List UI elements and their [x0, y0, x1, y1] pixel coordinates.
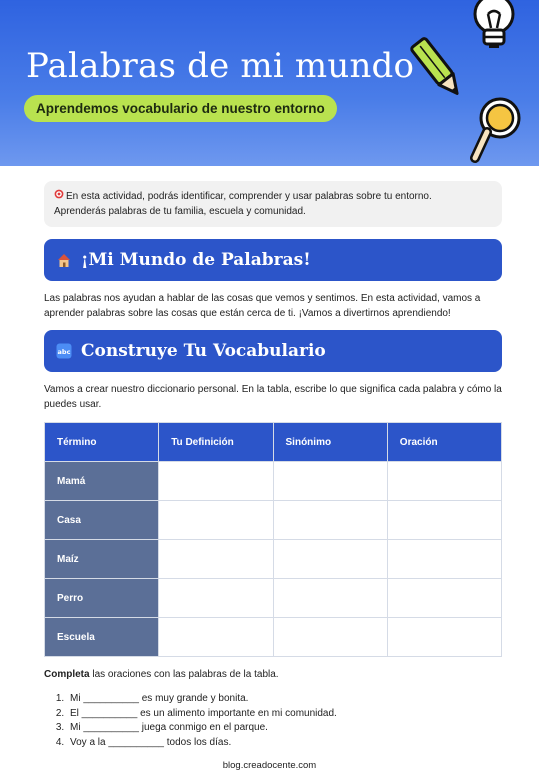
instruction-bold: Completa — [44, 669, 90, 680]
instruction-rest: las oraciones con las palabras de la tabla. — [89, 669, 279, 680]
abc-icon — [56, 343, 72, 359]
table-row — [45, 540, 502, 579]
sentence-cell[interactable] — [387, 540, 501, 579]
term-cell: Casa — [45, 501, 159, 540]
pencil-icon — [410, 34, 466, 104]
definition-cell[interactable] — [159, 501, 273, 540]
synonym-cell[interactable] — [273, 540, 387, 579]
section-title: Construye Tu Vocabulario — [81, 341, 326, 361]
section-title: ¡Mi Mundo de Palabras! — [81, 250, 311, 270]
sentence-cell[interactable] — [387, 462, 501, 501]
svg-text:abc: abc — [57, 348, 71, 356]
table-row — [45, 618, 502, 657]
synonym-cell[interactable] — [273, 501, 387, 540]
lightbulb-icon — [468, 0, 520, 56]
list-item: 2. El __________ es un alimento importante en mi comunidad. — [67, 707, 337, 722]
section-text-mundo: Las palabras nos ayudan a hablar de las cosas que vemos y sentimos. En esta actividad, vamos a aprender palabras sobre las cosas que están cerca de ti. ¡Vamos a divertirnos aprendiendo! — [44, 293, 481, 319]
table-row — [45, 462, 502, 501]
section-header-vocabulario — [44, 330, 502, 372]
term-cell: Escuela — [45, 618, 159, 657]
house-icon — [56, 252, 72, 268]
sentence-list — [44, 692, 337, 750]
list-item: 1. Mi __________ es muy grande y bonita. — [67, 692, 337, 707]
definition-cell[interactable] — [159, 540, 273, 579]
synonym-cell[interactable] — [273, 462, 387, 501]
definition-cell[interactable] — [159, 462, 273, 501]
table-row — [45, 501, 502, 540]
section-header-mundo — [44, 239, 502, 281]
sentence-cell[interactable] — [387, 501, 501, 540]
list-item: 4. Voy a la __________ todos los días. — [67, 736, 337, 751]
magnifier-icon — [470, 96, 524, 166]
column-header: Oración — [387, 423, 501, 462]
column-header: Tu Definición — [159, 423, 273, 462]
definition-cell[interactable] — [159, 579, 273, 618]
exercise-instruction — [44, 669, 279, 680]
sentence-cell[interactable] — [387, 618, 501, 657]
section-text-vocabulario: Vamos a crear nuestro diccionario personal. En la tabla, escribe lo que significa cada palabra y cómo la puedes usar. — [44, 384, 502, 410]
column-header: Sinónimo — [273, 423, 387, 462]
table-row — [45, 579, 502, 618]
definition-cell[interactable] — [159, 618, 273, 657]
table-header-row — [45, 423, 502, 462]
intro-line-1: En esta actividad, podrás identificar, comprender y usar palabras sobre tu entorno. — [66, 191, 432, 202]
vocabulary-table — [44, 422, 502, 657]
page-title: Palabras de mi mundo — [26, 46, 415, 86]
synonym-cell[interactable] — [273, 579, 387, 618]
term-cell: Maíz — [45, 540, 159, 579]
synonym-cell[interactable] — [273, 618, 387, 657]
footer-url: blog.creadocente.com — [222, 760, 317, 771]
term-cell: Perro — [45, 579, 159, 618]
sentence-cell[interactable] — [387, 579, 501, 618]
intro-line-2: Aprenderás palabras de tu familia, escuela y comunidad. — [54, 206, 306, 217]
list-item: 3. Mi __________ juega conmigo en el parque. — [67, 721, 337, 736]
intro-box — [44, 181, 502, 227]
target-icon — [54, 189, 66, 204]
term-cell: Mamá — [45, 462, 159, 501]
header-banner — [0, 0, 539, 166]
subtitle-pill: Aprendemos vocabulario de nuestro entorno — [24, 95, 337, 122]
column-header: Término — [45, 423, 159, 462]
